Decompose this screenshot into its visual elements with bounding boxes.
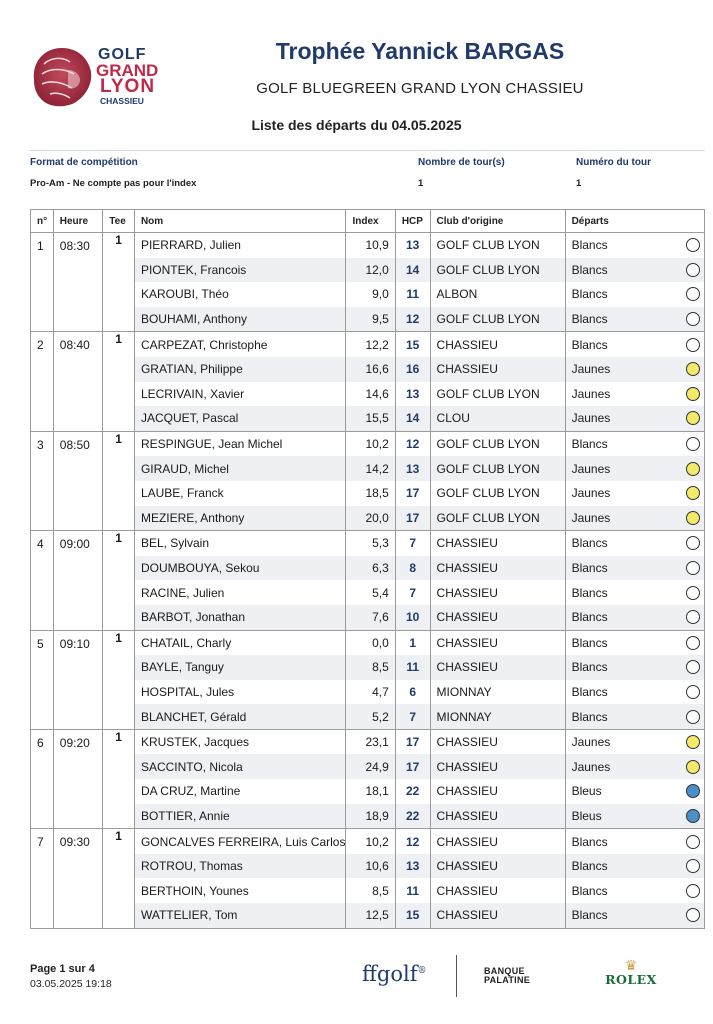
player-index: 12,0 — [346, 258, 395, 283]
rounds-label: Nombre de tour(s) — [418, 157, 505, 168]
num-cell: 2 — [31, 332, 54, 431]
player-name: CARPEZAT, Christophe — [134, 332, 346, 357]
player-club: MIONNAY — [430, 680, 565, 705]
player-index: 0,0 — [346, 630, 395, 655]
player-name: PIONTEK, Francois — [134, 258, 346, 283]
player-depart — [565, 456, 704, 481]
tee-color-circle-icon — [686, 660, 700, 674]
player-club: CHASSIEU — [430, 655, 565, 680]
player-index: 15,5 — [346, 406, 395, 431]
depart-label: Blancs — [571, 709, 608, 724]
player-hcp: 13 — [395, 382, 430, 407]
player-index: 14,2 — [346, 456, 395, 481]
player-hcp: 14 — [395, 406, 430, 431]
player-hcp: 15 — [395, 332, 430, 357]
player-club: CHASSIEU — [430, 854, 565, 879]
player-name: PIERRARD, Julien — [134, 233, 346, 258]
player-index: 10,2 — [346, 829, 395, 854]
time-cell: 09:30 — [53, 829, 103, 928]
player-index: 5,4 — [346, 580, 395, 605]
depart-label: Jaunes — [571, 759, 611, 774]
col-header-departs: Départs — [565, 210, 704, 233]
tee-color-circle-icon — [686, 610, 700, 624]
tee-cell: 1 — [103, 233, 135, 332]
player-depart — [565, 382, 704, 407]
player-depart — [565, 506, 704, 531]
player-club: GOLF CLUB LYON — [430, 481, 565, 506]
table-row — [31, 729, 705, 754]
page-header — [0, 0, 713, 140]
page-title: Trophée Yannick BARGAS — [275, 38, 565, 64]
registered-icon: ® — [417, 966, 427, 976]
player-name: ROTROU, Thomas — [134, 854, 346, 879]
player-name: BAYLE, Tanguy — [134, 655, 346, 680]
player-index: 6,3 — [346, 556, 395, 581]
num-cell: 7 — [31, 829, 54, 928]
player-index: 10,9 — [346, 233, 395, 258]
depart-label: Blancs — [571, 337, 608, 352]
player-club: CHASSIEU — [430, 779, 565, 804]
player-hcp: 10 — [395, 605, 430, 630]
tee-color-circle-icon — [686, 411, 700, 425]
tee-color-circle-icon — [686, 362, 700, 376]
player-hcp: 11 — [395, 282, 430, 307]
depart-label: Blancs — [571, 238, 608, 253]
num-cell: 3 — [31, 431, 54, 530]
player-name: GIRAUD, Michel — [134, 456, 346, 481]
player-hcp: 12 — [395, 307, 430, 332]
palatine-line2: PALATINE — [484, 975, 531, 985]
rolex-logo — [603, 958, 659, 987]
player-club: CHASSIEU — [430, 531, 565, 556]
player-depart — [565, 556, 704, 581]
player-club: CHASSIEU — [430, 332, 565, 357]
player-index: 12,5 — [346, 903, 395, 928]
depart-label: Bleus — [571, 784, 602, 799]
player-hcp: 22 — [395, 804, 430, 829]
player-hcp: 13 — [395, 233, 430, 258]
rolex-text: ROLEX — [605, 972, 657, 987]
player-index: 18,1 — [346, 779, 395, 804]
player-name: CHATAIL, Charly — [134, 630, 346, 655]
table-row — [31, 233, 705, 258]
player-name: BLANCHET, Gérald — [134, 704, 346, 729]
player-club: CHASSIEU — [430, 829, 565, 854]
page-subtitle: Liste des départs du 04.05.2025 — [251, 117, 462, 133]
player-index: 23,1 — [346, 729, 395, 754]
player-index: 24,9 — [346, 754, 395, 779]
logo-line4: CHASSIEU — [100, 96, 144, 106]
time-cell: 09:20 — [53, 729, 103, 828]
banque-palatine-logo — [484, 967, 530, 985]
player-index: 16,6 — [346, 357, 395, 382]
depart-label: Jaunes — [571, 486, 611, 501]
player-depart — [565, 481, 704, 506]
player-depart — [565, 332, 704, 357]
player-index: 8,5 — [346, 655, 395, 680]
tee-color-circle-icon — [686, 835, 700, 849]
player-depart — [565, 282, 704, 307]
tee-cell: 1 — [103, 531, 135, 630]
player-club: ALBON — [430, 282, 565, 307]
player-club: CHASSIEU — [430, 605, 565, 630]
player-hcp: 7 — [395, 580, 430, 605]
palatine-line1: BANQUE — [484, 966, 525, 976]
player-index: 14,6 — [346, 382, 395, 407]
tee-color-circle-icon — [686, 809, 700, 823]
tee-color-circle-icon — [686, 511, 700, 525]
tee-cell: 1 — [103, 729, 135, 828]
logo-line1: GOLF — [98, 46, 147, 63]
player-depart — [565, 729, 704, 754]
tee-color-circle-icon — [686, 238, 700, 252]
player-club: CHASSIEU — [430, 580, 565, 605]
depart-label: Blancs — [571, 610, 608, 625]
round-number-value: 1 — [576, 178, 582, 189]
depart-label: Blancs — [571, 859, 608, 874]
tee-color-circle-icon — [686, 462, 700, 476]
tee-color-circle-icon — [686, 287, 700, 301]
player-hcp: 14 — [395, 258, 430, 283]
player-club: CHASSIEU — [430, 556, 565, 581]
tee-color-circle-icon — [686, 859, 700, 873]
player-name: DOUMBOUYA, Sekou — [134, 556, 346, 581]
tee-color-circle-icon — [686, 437, 700, 451]
player-club: GOLF CLUB LYON — [430, 456, 565, 481]
player-index: 18,5 — [346, 481, 395, 506]
depart-label: Blancs — [571, 312, 608, 327]
tee-cell: 1 — [103, 431, 135, 530]
table-body — [31, 233, 705, 929]
player-index: 5,3 — [346, 531, 395, 556]
tee-color-circle-icon — [686, 636, 700, 650]
player-hcp: 17 — [395, 481, 430, 506]
player-name: BARBOT, Jonathan — [134, 605, 346, 630]
num-cell: 4 — [31, 531, 54, 630]
player-hcp: 1 — [395, 630, 430, 655]
player-hcp: 11 — [395, 655, 430, 680]
player-hcp: 12 — [395, 829, 430, 854]
player-name: LAUBE, Franck — [134, 481, 346, 506]
player-name: SACCINTO, Nicola — [134, 754, 346, 779]
depart-label: Blancs — [571, 536, 608, 551]
depart-label: Blancs — [571, 684, 608, 699]
player-name: HOSPITAL, Jules — [134, 680, 346, 705]
ffgolf-text: ffgolf — [362, 962, 418, 986]
player-hcp: 8 — [395, 556, 430, 581]
competition-info — [30, 150, 705, 196]
player-index: 10,2 — [346, 431, 395, 456]
crown-icon: ♛ — [624, 957, 638, 973]
tee-cell: 1 — [103, 630, 135, 729]
depart-label: Blancs — [571, 660, 608, 675]
player-hcp: 7 — [395, 531, 430, 556]
col-header-tee: Tee — [103, 210, 135, 233]
player-depart — [565, 878, 704, 903]
depart-label: Jaunes — [571, 735, 611, 750]
player-depart — [565, 704, 704, 729]
table-row — [31, 531, 705, 556]
player-index: 7,6 — [346, 605, 395, 630]
round-number-label: Numéro du tour — [576, 157, 651, 168]
player-name: WATTELIER, Tom — [134, 903, 346, 928]
player-club: CHASSIEU — [430, 754, 565, 779]
player-hcp: 11 — [395, 878, 430, 903]
table-row — [31, 829, 705, 854]
player-name: GONCALVES FERREIRA, Luis Carlos — [134, 829, 346, 854]
print-date: 03.05.2025 19:18 — [30, 978, 112, 990]
player-club: CHASSIEU — [430, 630, 565, 655]
player-club: GOLF CLUB LYON — [430, 233, 565, 258]
tee-color-circle-icon — [686, 561, 700, 575]
tee-color-circle-icon — [686, 536, 700, 550]
player-index: 18,9 — [346, 804, 395, 829]
player-name: GRATIAN, Philippe — [134, 357, 346, 382]
format-value: Pro-Am - Ne compte pas pour l'index — [30, 178, 197, 189]
tee-color-circle-icon — [686, 784, 700, 798]
player-hcp: 6 — [395, 680, 430, 705]
player-index: 12,2 — [346, 332, 395, 357]
tee-color-circle-icon — [686, 586, 700, 600]
player-depart — [565, 779, 704, 804]
player-hcp: 17 — [395, 754, 430, 779]
depart-label: Blancs — [571, 262, 608, 277]
club-name: GOLF BLUEGREEN GRAND LYON CHASSIEU — [256, 80, 584, 97]
player-club: GOLF CLUB LYON — [430, 258, 565, 283]
player-hcp: 7 — [395, 704, 430, 729]
depart-label: Bleus — [571, 808, 602, 823]
player-club: MIONNAY — [430, 704, 565, 729]
player-club: GOLF CLUB LYON — [430, 506, 565, 531]
player-name: BOUHAMI, Anthony — [134, 307, 346, 332]
tee-color-circle-icon — [686, 908, 700, 922]
depart-label: Blancs — [571, 585, 608, 600]
tee-color-circle-icon — [686, 735, 700, 749]
player-index: 9,0 — [346, 282, 395, 307]
col-header-nom: Nom — [134, 210, 346, 233]
player-hcp: 15 — [395, 903, 430, 928]
player-depart — [565, 655, 704, 680]
player-name: DA CRUZ, Martine — [134, 779, 346, 804]
player-hcp: 12 — [395, 431, 430, 456]
footer-divider — [456, 955, 457, 997]
player-index: 10,6 — [346, 854, 395, 879]
player-club: CLOU — [430, 406, 565, 431]
tee-cell: 1 — [103, 332, 135, 431]
format-label: Format de compétition — [30, 157, 138, 168]
player-depart — [565, 854, 704, 879]
player-index: 5,2 — [346, 704, 395, 729]
depart-label: Blancs — [571, 834, 608, 849]
table-row — [31, 332, 705, 357]
player-depart — [565, 630, 704, 655]
ffgolf-logo — [362, 962, 427, 986]
player-depart — [565, 531, 704, 556]
depart-label: Jaunes — [571, 510, 611, 525]
tee-cell: 1 — [103, 829, 135, 928]
player-club: CHASSIEU — [430, 357, 565, 382]
tee-color-circle-icon — [686, 685, 700, 699]
player-hcp: 17 — [395, 506, 430, 531]
col-header-heure: Heure — [53, 210, 103, 233]
time-cell: 08:30 — [53, 233, 103, 332]
player-depart — [565, 307, 704, 332]
player-name: BOTTIER, Annie — [134, 804, 346, 829]
tee-color-circle-icon — [686, 338, 700, 352]
page-number: Page 1 sur 4 — [30, 963, 95, 975]
tee-color-circle-icon — [686, 387, 700, 401]
logo-line3: LYON — [100, 76, 156, 97]
player-hcp: 22 — [395, 779, 430, 804]
depart-label: Blancs — [571, 883, 608, 898]
time-cell: 08:50 — [53, 431, 103, 530]
player-depart — [565, 406, 704, 431]
tee-color-circle-icon — [686, 263, 700, 277]
depart-label: Jaunes — [571, 386, 611, 401]
player-depart — [565, 233, 704, 258]
depart-label: Blancs — [571, 287, 608, 302]
depart-label: Jaunes — [571, 411, 611, 426]
logo-line2: GRAND — [96, 61, 159, 80]
player-index: 8,5 — [346, 878, 395, 903]
player-depart — [565, 804, 704, 829]
depart-label: Blancs — [571, 908, 608, 923]
player-hcp: 16 — [395, 357, 430, 382]
player-name: KRUSTEK, Jacques — [134, 729, 346, 754]
player-index: 4,7 — [346, 680, 395, 705]
golf-grand-lyon-logo — [28, 42, 178, 112]
player-club: GOLF CLUB LYON — [430, 382, 565, 407]
player-depart — [565, 605, 704, 630]
player-club: CHASSIEU — [430, 729, 565, 754]
tee-color-circle-icon — [686, 312, 700, 326]
col-header-n: n° — [31, 210, 54, 233]
player-depart — [565, 754, 704, 779]
player-club: CHASSIEU — [430, 804, 565, 829]
player-depart — [565, 580, 704, 605]
depart-label: Blancs — [571, 561, 608, 576]
player-name: BEL, Sylvain — [134, 531, 346, 556]
tee-color-circle-icon — [686, 486, 700, 500]
tee-color-circle-icon — [686, 760, 700, 774]
num-cell: 1 — [31, 233, 54, 332]
player-depart — [565, 357, 704, 382]
player-depart — [565, 903, 704, 928]
rounds-value: 1 — [418, 178, 424, 189]
player-index: 20,0 — [346, 506, 395, 531]
tee-color-circle-icon — [686, 884, 700, 898]
col-header-index: Index — [346, 210, 395, 233]
player-name: RACINE, Julien — [134, 580, 346, 605]
player-hcp: 13 — [395, 854, 430, 879]
table-header-row — [31, 210, 705, 233]
depart-label: Blancs — [571, 437, 608, 452]
num-cell: 6 — [31, 729, 54, 828]
player-depart — [565, 829, 704, 854]
table-row — [31, 630, 705, 655]
player-club: GOLF CLUB LYON — [430, 307, 565, 332]
tee-times-table — [30, 209, 705, 929]
player-index: 9,5 — [346, 307, 395, 332]
table-row — [31, 431, 705, 456]
time-cell: 08:40 — [53, 332, 103, 431]
col-header-club: Club d'origine — [430, 210, 565, 233]
depart-label: Jaunes — [571, 362, 611, 377]
player-name: BERTHOIN, Younes — [134, 878, 346, 903]
player-club: CHASSIEU — [430, 878, 565, 903]
player-depart — [565, 258, 704, 283]
time-cell: 09:00 — [53, 531, 103, 630]
depart-label: Jaunes — [571, 461, 611, 476]
player-name: LECRIVAIN, Xavier — [134, 382, 346, 407]
col-header-hcp: HCP — [395, 210, 430, 233]
tee-color-circle-icon — [686, 710, 700, 724]
player-name: JACQUET, Pascal — [134, 406, 346, 431]
player-depart — [565, 680, 704, 705]
num-cell: 5 — [31, 630, 54, 729]
time-cell: 09:10 — [53, 630, 103, 729]
depart-label: Blancs — [571, 635, 608, 650]
player-depart — [565, 431, 704, 456]
player-club: GOLF CLUB LYON — [430, 431, 565, 456]
player-hcp: 13 — [395, 456, 430, 481]
player-hcp: 17 — [395, 729, 430, 754]
player-name: MEZIERE, Anthony — [134, 506, 346, 531]
player-name: KAROUBI, Théo — [134, 282, 346, 307]
player-club: CHASSIEU — [430, 903, 565, 928]
player-name: RESPINGUE, Jean Michel — [134, 431, 346, 456]
